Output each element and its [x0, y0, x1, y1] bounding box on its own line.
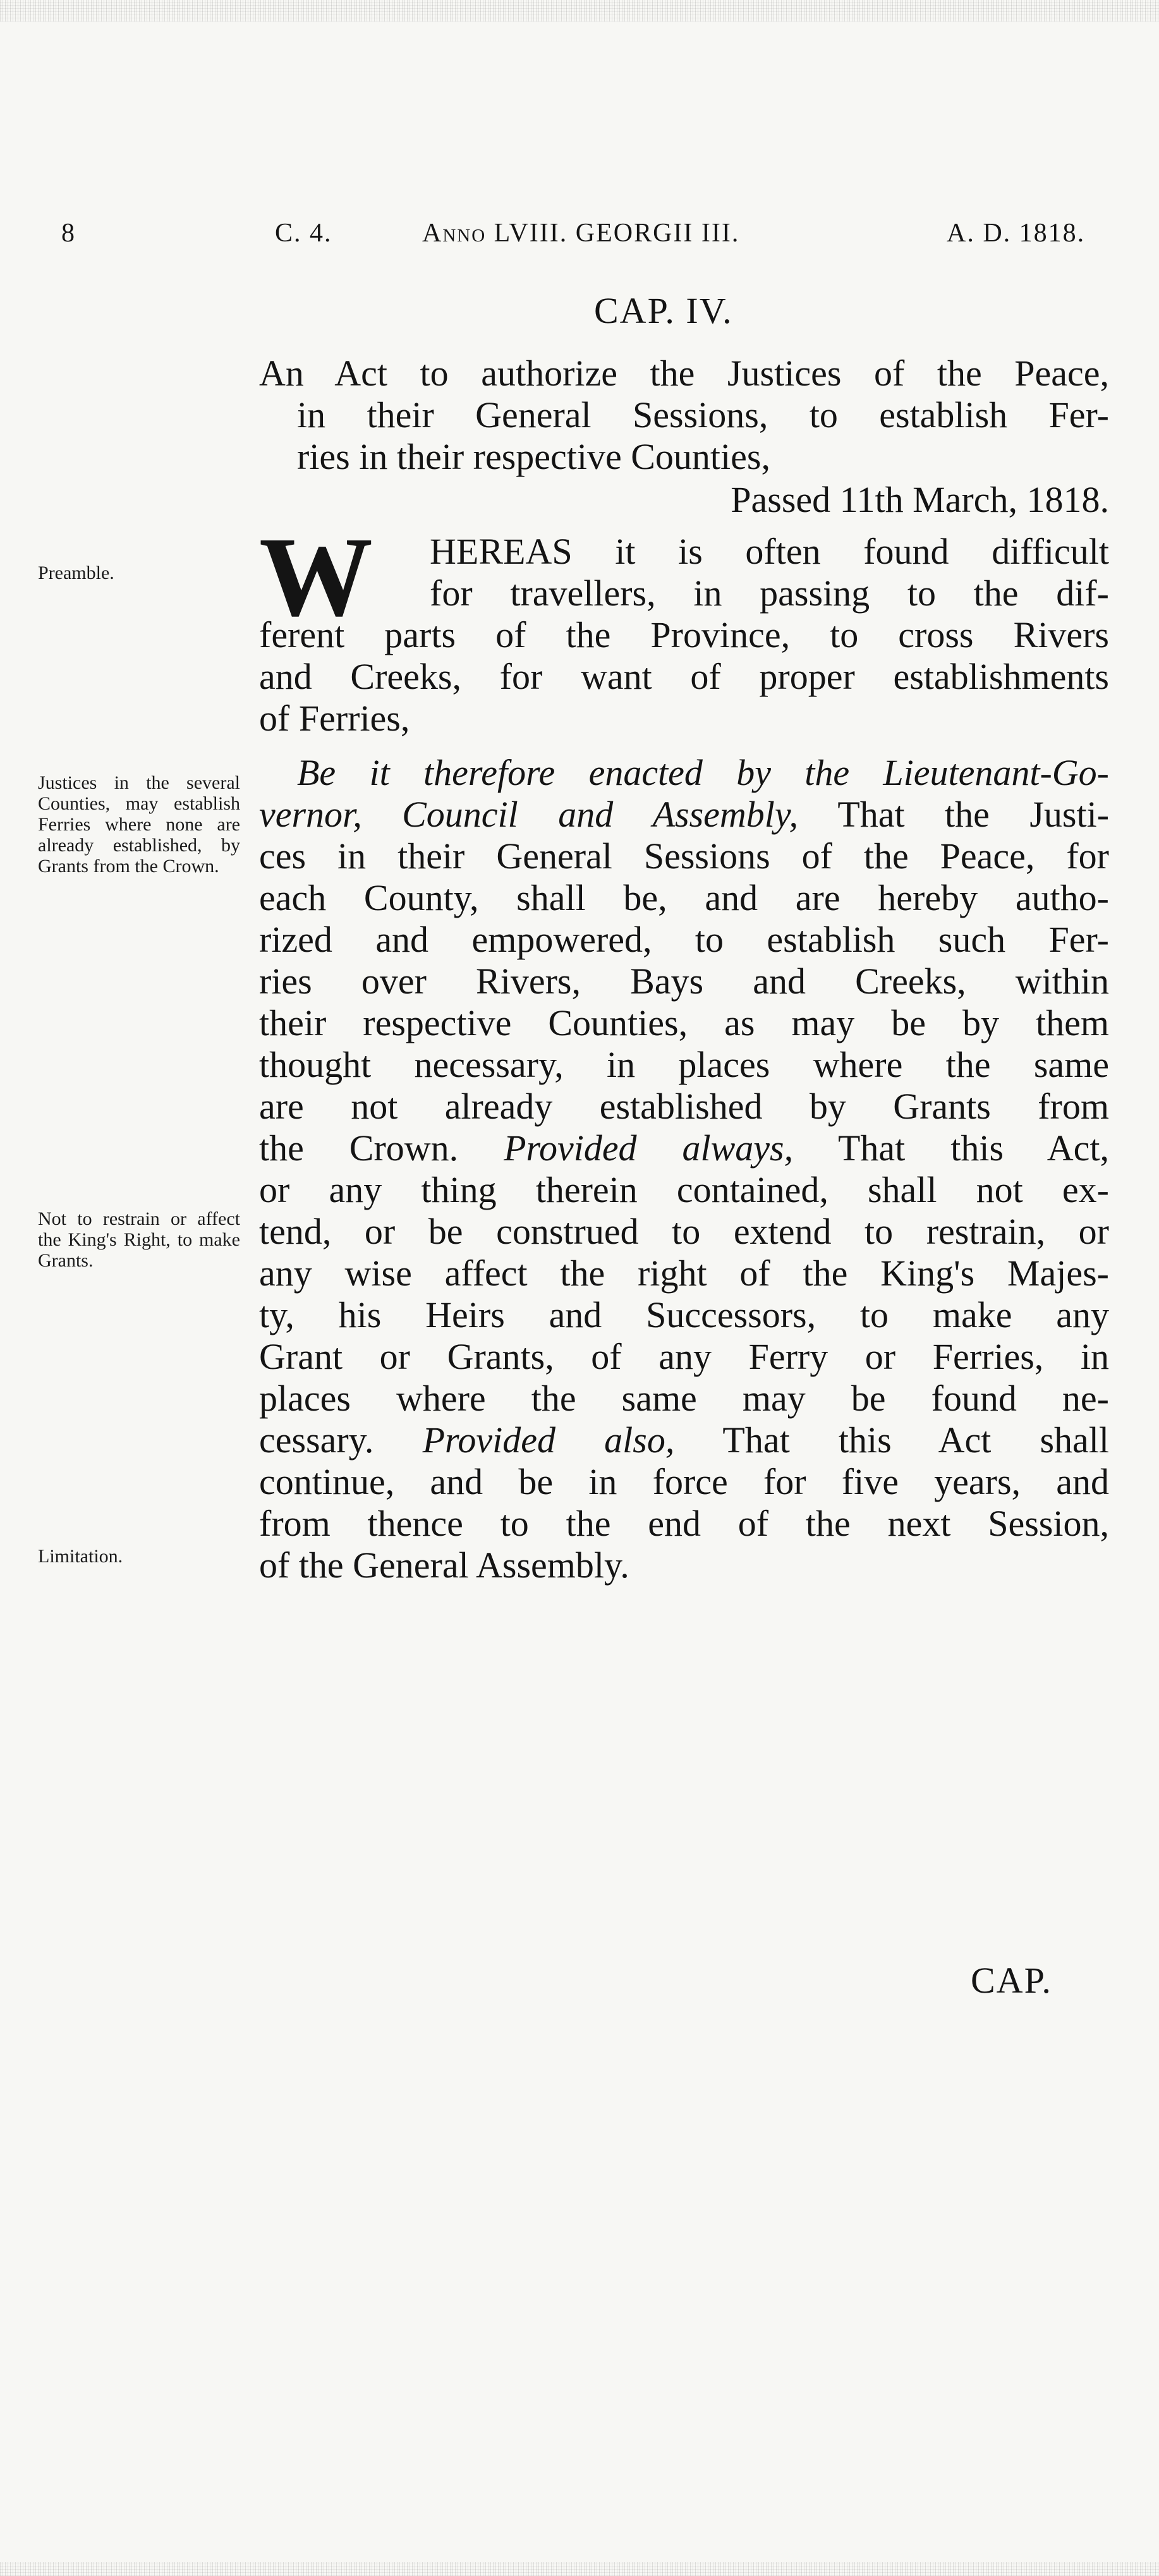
body-line: their respective Counties, as may be by them	[259, 1002, 1109, 1043]
margin-note-preamble: Preamble.	[38, 562, 114, 583]
proviso-phrase: Provided always,	[504, 1127, 794, 1169]
body-line: ferent parts of the Province, to cross Rivers	[259, 614, 1109, 655]
act-title-line: An Act to authorize the Justices of the Peace,	[259, 353, 1109, 394]
body-text: That the Justi-	[798, 794, 1110, 835]
body-line	[259, 1127, 1109, 1169]
body-line: or any thing therein contained, shall not ex-	[259, 1169, 1109, 1210]
body-line: each County, shall be, and are hereby autho-	[259, 877, 1109, 918]
running-regnal-year: Anno LVIII. GEORGII III.	[422, 219, 740, 248]
body-line: any wise affect the right of the King's Majes-	[259, 1253, 1109, 1294]
body-line: tend, or be construed to extend to restrain, or	[259, 1211, 1109, 1252]
margin-note-limitation: Limitation.	[38, 1546, 123, 1567]
act-title-line: in their General Sessions, to establish Fer-	[297, 394, 1109, 435]
body-line: Be it therefore enacted by the Lieutenant-Go-	[297, 752, 1109, 793]
page-number: 8	[61, 219, 76, 248]
body-line: thought necessary, in places where the same	[259, 1044, 1109, 1085]
body-line: continue, and be in force for five years, and	[259, 1461, 1109, 1502]
scan-border-bottom	[0, 2562, 1159, 2576]
body-line: are not already established by Grants from	[259, 1086, 1109, 1127]
enacting-clause: vernor, Council and Assembly,	[259, 794, 798, 835]
body-line	[259, 794, 1109, 835]
body-line: of the General Assembly.	[259, 1545, 629, 1586]
body-line	[259, 1419, 1109, 1461]
act-title-line: ries in their respective Counties,	[297, 436, 770, 477]
passed-date: Passed 11th March, 1818.	[731, 479, 1109, 520]
body-line: rized and empowered, to establish such Fer-	[259, 919, 1109, 960]
body-line: places where the same may be found ne-	[259, 1378, 1109, 1419]
margin-note-kings-right: Not to restrain or affect the King's Right, to make Grants.	[38, 1208, 240, 1271]
chapter-title: CAP. IV.	[594, 290, 733, 331]
body-line: Grant or Grants, of any Ferry or Ferries, in	[259, 1336, 1109, 1377]
body-line: ces in their General Sessions of the Peace, for	[259, 835, 1109, 877]
body-text: That this Act,	[793, 1127, 1109, 1169]
proviso-phrase: Provided also,	[422, 1419, 675, 1461]
body-line: for travellers, in passing to the dif-	[430, 573, 1109, 614]
body-line: HEREAS it is often found difficult	[430, 531, 1109, 572]
margin-note-justices: Justices in the several Counties, may establish Ferries where none are already established, by Grants from the Crown.	[38, 772, 240, 877]
catchword: CAP.	[971, 1960, 1052, 2001]
body-text: cessary.	[259, 1419, 423, 1461]
body-line: ty, his Heirs and Successors, to make any	[259, 1294, 1109, 1335]
drop-cap: W	[259, 514, 369, 640]
scan-border-top	[0, 0, 1159, 21]
body-line: from thence to the end of the next Session,	[259, 1503, 1109, 1544]
body-text: That this Act shall	[674, 1419, 1110, 1461]
running-chapter: C. 4.	[275, 219, 332, 248]
body-line: of Ferries,	[259, 698, 410, 739]
body-text: the Crown.	[259, 1127, 504, 1169]
running-year: A. D. 1818.	[947, 219, 1086, 248]
body-line: ries over Rivers, Bays and Creeks, within	[259, 961, 1109, 1002]
body-line: and Creeks, for want of proper establishments	[259, 656, 1109, 697]
